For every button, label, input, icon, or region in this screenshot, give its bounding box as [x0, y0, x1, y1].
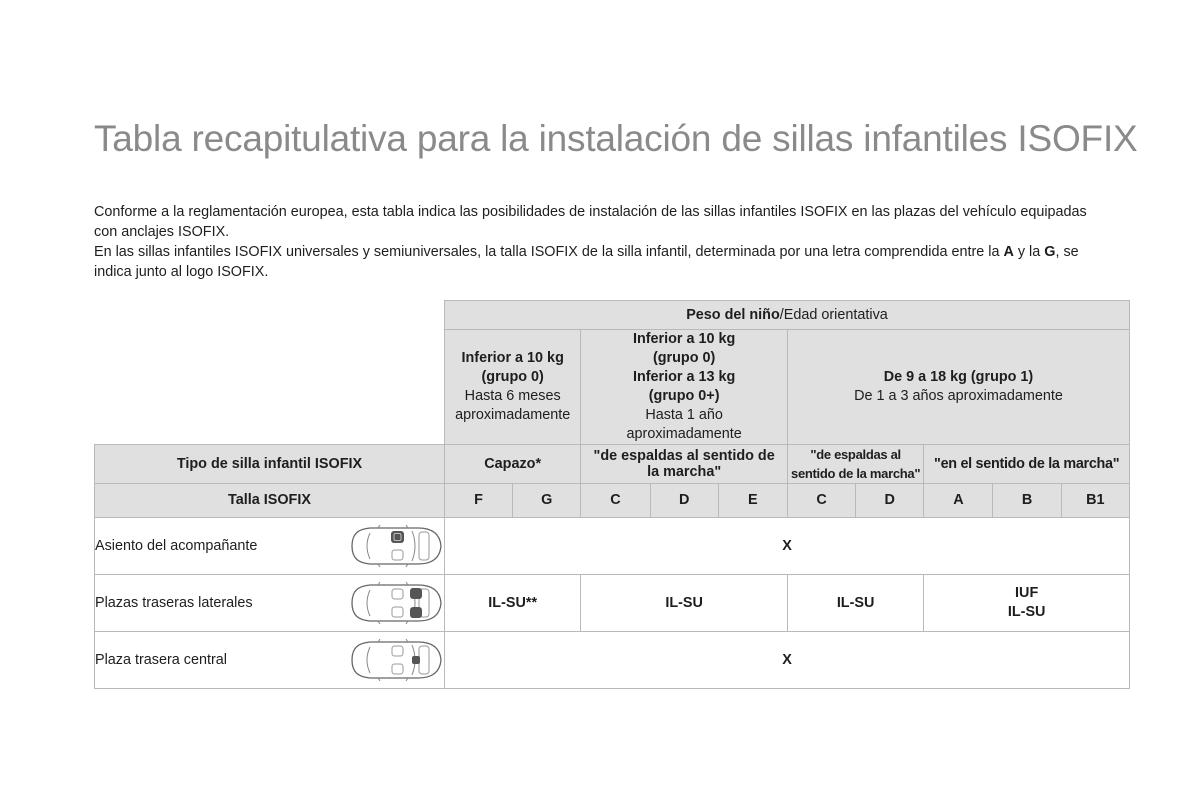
talla-cell: D	[856, 484, 924, 518]
seat-row-label	[95, 632, 445, 689]
seat-label: Asiento del acompañante	[95, 537, 258, 554]
row-value: IUF IL-SU	[924, 575, 1130, 632]
talla-cell: C	[581, 484, 650, 518]
row-value: IL-SU**	[444, 575, 580, 632]
talla-cell: A	[924, 484, 993, 518]
talla-cell: B1	[1061, 484, 1129, 518]
row-value: IL-SU	[581, 575, 788, 632]
isofix-table	[94, 300, 1130, 689]
tipo-rear-facing-1: "de espaldas al sentido de la marcha"	[581, 445, 788, 484]
row-value: IL-SU	[787, 575, 923, 632]
seat-highlight	[412, 656, 420, 664]
intro-text	[94, 202, 1104, 282]
seat-highlight	[391, 531, 404, 543]
group-0plus-header: Inferior a 10 kg (grupo 0) Inferior a 13 kg (grupo 0+) Hasta 1 año aproximadamente	[581, 330, 788, 445]
page-title: Tabla recapitulativa para la instalación de sillas infantiles ISOFIX	[94, 118, 1138, 159]
tipo-forward-facing: "en el sentido de la marcha"	[924, 445, 1130, 484]
talla-cell: G	[513, 484, 581, 518]
tipo-capazo: Capazo*	[444, 445, 580, 484]
talla-label: Talla ISOFIX	[95, 484, 445, 518]
tipo-label: Tipo de silla infantil ISOFIX	[95, 445, 445, 484]
seat-row-label	[95, 518, 445, 575]
talla-cell: B	[993, 484, 1061, 518]
table-corner-blank	[95, 301, 445, 445]
group-0-header: Inferior a 10 kg (grupo 0) Hasta 6 meses aproximadamente	[444, 330, 580, 445]
seat-highlight	[410, 588, 422, 599]
car-front-passenger-icon	[348, 524, 444, 568]
row-value: X	[444, 518, 1129, 575]
intro-paragraph-1: Conforme a la reglamentación europea, esta tabla indica las posibilidades de instalación de las sillas infantiles ISOFIX en las plazas del vehículo equipadas con anclajes ISOFIX.	[94, 204, 1087, 240]
row-value: X	[444, 632, 1129, 689]
seat-label: Plaza trasera central	[95, 651, 227, 668]
header-weight-age: Peso del niño/Edad orientativa	[444, 301, 1129, 330]
car-rear-center-icon	[348, 638, 444, 682]
tipo-rear-facing-2: "de espaldas al sentido de la marcha"	[787, 445, 923, 484]
car-rear-side-icon	[348, 581, 444, 625]
table-row	[95, 575, 1130, 632]
talla-cell: D	[650, 484, 718, 518]
talla-cell: E	[718, 484, 787, 518]
seat-highlight	[410, 607, 422, 618]
seat-label: Plazas traseras laterales	[95, 594, 253, 611]
talla-cell: F	[444, 484, 512, 518]
table-row	[95, 518, 1130, 575]
talla-cell: C	[787, 484, 855, 518]
seat-row-label	[95, 575, 445, 632]
group-1-header: De 9 a 18 kg (grupo 1) De 1 a 3 años aproximadamente	[787, 330, 1129, 445]
table-row	[95, 632, 1130, 689]
intro-paragraph-2: En las sillas infantiles ISOFIX universales y semiuniversales, la talla ISOFIX de la silla infantil, determinada por una letra comprendida entre la A y la G, se indica junto al logo ISOFIX.	[94, 244, 1079, 280]
